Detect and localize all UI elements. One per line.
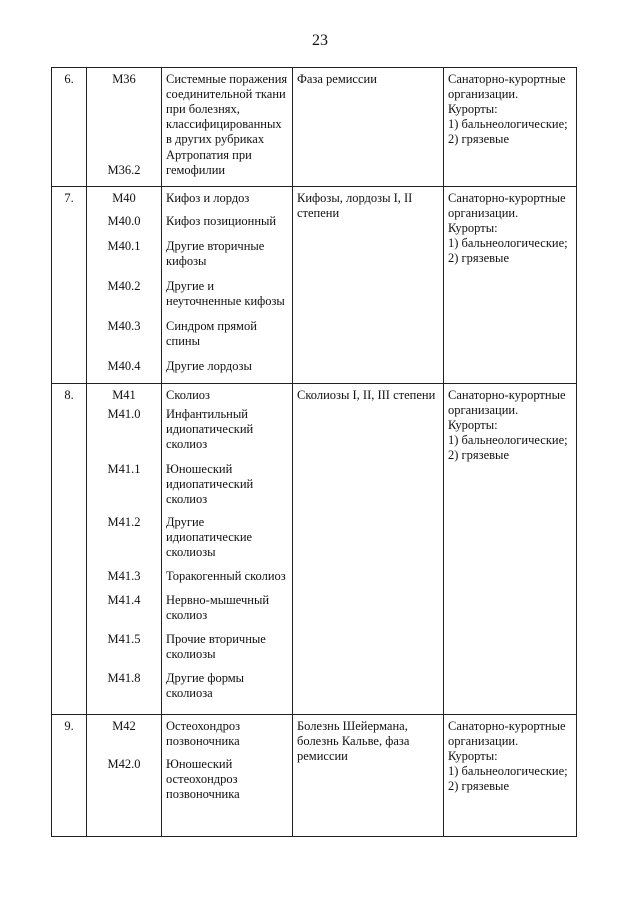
resort-types xyxy=(444,715,577,837)
row-number: 6. xyxy=(52,68,87,187)
disease-name: Кифоз позиционный xyxy=(166,214,277,228)
table-row xyxy=(52,384,577,715)
icd-codes xyxy=(87,384,162,715)
icd-code: М40.2 xyxy=(107,279,141,293)
resort-line: 1) бальнеологические; xyxy=(448,433,568,447)
icd-code: М40.4 xyxy=(107,359,141,373)
icd-code: М42.0 xyxy=(107,757,141,771)
disease-name: Другие формы сколиоза xyxy=(166,671,245,700)
resort-types xyxy=(444,68,577,187)
resort-line: 2) грязевые xyxy=(448,251,509,265)
page-number: 23 xyxy=(312,32,328,49)
disease-name: Другие и неуточненные кифозы xyxy=(166,279,285,308)
icd-code: М42 xyxy=(112,719,136,733)
disease-name: Синдром прямой спины xyxy=(166,319,257,348)
icd-codes xyxy=(87,715,162,837)
resort-line: Санаторно-курортные организации. xyxy=(448,72,566,101)
disease-name: Другие идиопатические сколиозы xyxy=(166,515,253,559)
table-row xyxy=(52,715,577,837)
disease-name: Юношеский остеохондроз позвоночника xyxy=(166,757,240,801)
row-number: 7. xyxy=(52,187,87,384)
resort-line: Курорты: xyxy=(448,221,498,235)
resort-line: 2) грязевые xyxy=(448,132,509,146)
resort-line: 1) бальнеологические; xyxy=(448,236,568,250)
resort-line: 1) бальнеологические; xyxy=(448,117,568,131)
row-number: 9. xyxy=(52,715,87,837)
disease-name: Сколиоз xyxy=(166,388,210,402)
resort-line: Санаторно-курортные организации. xyxy=(448,719,566,748)
condition: Болезнь Шейермана, болезнь Кальве, фаза ремиссии xyxy=(293,715,444,837)
icd-code: М36.2 xyxy=(107,163,141,177)
row-number: 8. xyxy=(52,384,87,715)
icd-code: М36 xyxy=(112,72,136,86)
disease-names xyxy=(162,384,293,715)
icd-code: М41 xyxy=(112,388,136,402)
icd-code: М41.1 xyxy=(107,462,141,476)
icd-code: М41.5 xyxy=(107,632,141,646)
resort-line: 2) грязевые xyxy=(448,779,509,793)
resort-line: Курорты: xyxy=(448,749,498,763)
resort-types xyxy=(444,384,577,715)
icd-code: М40.0 xyxy=(107,214,141,228)
icd-codes xyxy=(87,68,162,187)
disease-name: Прочие вторичные сколиозы xyxy=(166,632,266,661)
icd-codes xyxy=(87,187,162,384)
condition: Фаза ремиссии xyxy=(293,68,444,187)
icd-code: М41.4 xyxy=(107,593,141,607)
table-row xyxy=(52,68,577,187)
disease-name: Нервно-мышечный сколиоз xyxy=(166,593,270,622)
disease-name: Остеохондроз позвоночника xyxy=(166,719,241,748)
disease-name: Юношеский идиопатический сколиоз xyxy=(166,462,254,506)
resort-indications-table xyxy=(51,67,577,837)
condition: Кифозы, лордозы I, II степени xyxy=(293,187,444,384)
resort-line: 2) грязевые xyxy=(448,448,509,462)
disease-names xyxy=(162,715,293,837)
resort-line: Курорты: xyxy=(448,102,498,116)
resort-line: Санаторно-курортные организации. xyxy=(448,191,566,220)
resort-line: Санаторно-курортные организации. xyxy=(448,388,566,417)
icd-code: М40.3 xyxy=(107,319,141,333)
resort-line: Курорты: xyxy=(448,418,498,432)
disease-names xyxy=(162,187,293,384)
disease-names xyxy=(162,68,293,187)
disease-name: Системные поражения соединительной ткани при болезнях, классифицированных в других рубриках xyxy=(166,72,288,146)
icd-code: М41.8 xyxy=(107,671,141,685)
disease-name: Артропатия при гемофилии xyxy=(166,148,252,177)
icd-code: М40 xyxy=(112,191,136,205)
table-row xyxy=(52,187,577,384)
icd-code: М41.0 xyxy=(107,407,141,421)
condition: Сколиозы I, II, III степени xyxy=(293,384,444,715)
resort-types xyxy=(444,187,577,384)
disease-name: Торакогенный сколиоз xyxy=(166,569,286,583)
disease-name: Другие лордозы xyxy=(166,359,252,373)
disease-name: Инфантильный идиопатический сколиоз xyxy=(166,407,254,451)
icd-code: М41.3 xyxy=(107,569,141,583)
icd-code: М40.1 xyxy=(107,239,141,253)
resort-line: 1) бальнеологические; xyxy=(448,764,568,778)
disease-name: Другие вторичные кифозы xyxy=(166,239,265,268)
disease-name: Кифоз и лордоз xyxy=(166,191,250,205)
icd-code: М41.2 xyxy=(107,515,141,529)
